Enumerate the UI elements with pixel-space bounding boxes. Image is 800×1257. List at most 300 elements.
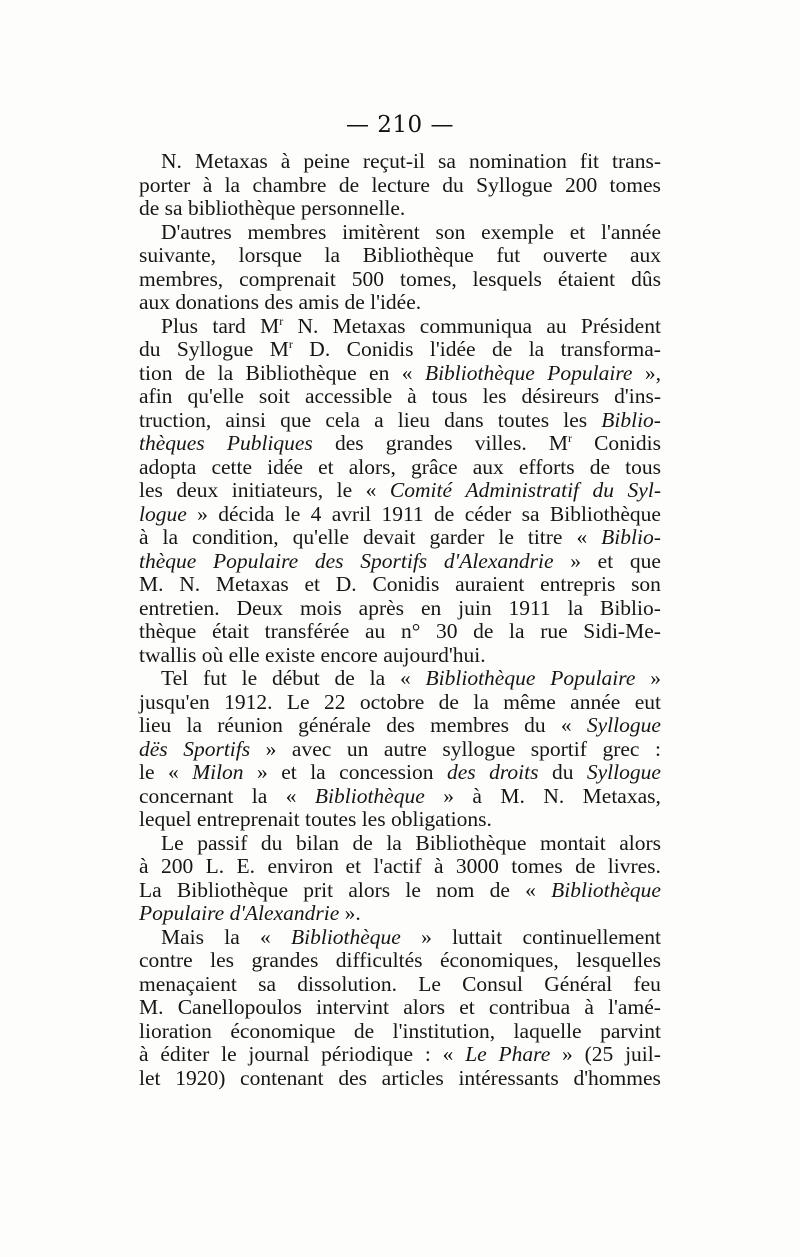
word: Le [465,1042,487,1066]
word: N. [543,783,565,808]
word: 22 [323,689,346,714]
word: entretien. [139,595,220,620]
word: entreprenait [196,807,300,831]
word: tomes [511,854,563,878]
word: générale [298,713,371,737]
word: octobre [359,689,425,714]
word: année [570,689,621,714]
word: de [344,290,365,314]
word: Sportifs [360,548,428,573]
word: M. [500,783,525,808]
text-line [139,550,661,574]
word: à [139,525,149,549]
word: Bibliothèque [176,877,288,902]
word: céder [464,501,512,526]
word: avril [331,501,372,526]
word: contribua [488,995,571,1019]
word: transforma- [560,337,661,361]
text-line [139,714,661,738]
word: sa [258,971,277,996]
word: du [442,172,464,197]
word: au [365,619,386,643]
word: » [265,736,277,761]
word: obligations. [390,807,492,831]
text-line [139,315,661,339]
word: aux [139,290,171,314]
word: lesquels [472,266,542,291]
word: feu [633,971,661,996]
word: qu'elle [292,525,349,549]
word: Metaxas [332,313,406,338]
word: eut [634,689,661,714]
word: tard [212,313,246,338]
word: l'idée [429,337,476,361]
word: truction, [139,407,212,432]
word: M. [139,995,164,1019]
word: « [525,877,536,902]
word: dans [444,407,484,432]
word: qu'elle [187,384,244,408]
word: du [551,760,574,784]
word: et [345,854,362,878]
word: la [162,525,179,549]
word: peine [303,149,350,173]
word: L. [205,854,225,878]
word: Sidi-Me- [583,619,661,643]
word: N. [161,149,182,173]
word: » [197,501,208,526]
word: alors, [348,454,396,479]
word: La [139,877,162,902]
word: contenant [240,1065,324,1090]
word: devait [362,525,416,549]
word: décida [218,501,275,526]
word: le [139,760,155,784]
word: thèques [139,431,205,455]
word: des [314,548,344,573]
word: avec [291,736,332,761]
word: à [472,783,482,808]
word: lorsque [238,243,302,267]
text-line [139,1043,661,1067]
word: trans- [612,149,661,173]
word: lioration [139,1018,212,1043]
word: journal [248,1042,310,1066]
text-line [139,973,661,997]
word: difficultés [335,948,423,972]
word: la [310,760,326,784]
word: en [420,595,442,620]
word: » [570,548,581,573]
text-line [139,573,661,597]
word: au [546,313,567,338]
text-line [139,197,661,221]
word: du [260,830,283,855]
word: » [443,783,454,808]
word: Metaxas, [582,783,661,808]
word: Bibliothèque [551,877,661,902]
word: Le [286,689,310,714]
word: Bibliothèque [425,666,536,690]
word: deux [176,478,219,502]
text-line [139,503,661,527]
word: Canellopoulos [177,995,302,1019]
text-line [139,221,661,245]
word: », [644,360,661,385]
text-line [139,456,661,480]
word: adopta [139,454,197,479]
word: et [281,760,297,784]
word: nomination [468,149,567,173]
word: sa [438,149,456,173]
text-line [139,832,661,856]
word: dûs [631,266,661,291]
word: sa [521,501,540,526]
word: et [459,995,475,1019]
word: que [629,548,661,573]
word: des [264,290,294,314]
word: accessible [304,384,393,408]
word: $M^r$ [260,313,284,338]
page-number: — 210 — [345,112,455,138]
word: 1912. [224,689,273,714]
text-line [139,1020,661,1044]
word: exemple [481,219,554,244]
word: réunion [217,713,283,737]
word: était [211,619,249,643]
word: E. [236,854,256,878]
word: du [592,478,615,502]
word: « [576,525,588,549]
word: existe [265,642,316,667]
word: Deux [236,595,284,620]
word: les [563,407,588,432]
word: n° [400,619,421,643]
word: » [650,666,661,690]
word: 200 [564,172,598,197]
word: elle [228,642,260,667]
word: lesquelles [576,948,661,972]
word: le [405,877,421,902]
word: « [560,713,572,737]
word: membres [430,713,509,737]
word: Conidis [372,572,440,596]
word: étaient [557,266,616,291]
word: soit [258,384,290,408]
word: la [224,924,240,949]
word: à [139,854,149,878]
word: aujourd'hui. [383,642,486,667]
word: la [509,619,525,643]
word: « [167,760,179,784]
text-line [139,926,661,950]
word: Sportifs [183,736,251,761]
word: aux [629,243,661,267]
word: fut [496,243,521,267]
word: Le [161,830,184,855]
word: Conidis [346,337,414,361]
word: syllogue [442,736,516,761]
word: le [284,501,301,526]
word: de [434,501,455,526]
word: fit [579,149,600,173]
word: grandes [385,431,453,455]
word: Bibliothèque [245,360,357,385]
word: ». [344,901,361,925]
word: concernant [139,783,234,808]
word: concession [339,760,434,784]
word: N. [297,313,319,338]
word: Tel [161,666,189,690]
word: Syllogue [476,172,553,197]
word: la [186,713,203,737]
word: condition, [192,525,279,549]
word: livres. [607,854,661,878]
word: lecture [371,172,430,197]
word: de [352,830,373,855]
word: Général [544,971,613,996]
word: d'Alexandrie [229,901,340,925]
word: idée [267,454,303,479]
word: continuellement [522,924,661,949]
word: tous [431,384,468,408]
word: Populaire [213,548,299,573]
word: Populaire [550,666,636,690]
word: le [221,1042,237,1066]
word: juil- [625,1042,661,1066]
word: périodique [321,1042,414,1066]
word: Milon [192,760,244,784]
text-line [139,996,661,1020]
word: du [524,713,546,737]
word: 500 [351,266,385,291]
word: lequel [139,807,192,831]
text-line [139,244,661,268]
word: le [336,478,353,502]
word: son [435,219,466,244]
word: en [369,360,390,385]
word: 4 [310,501,322,526]
word: $M^r$ [269,337,293,361]
word: afin [139,384,173,408]
word: menaçaient [139,971,237,996]
word: efforts [518,454,575,479]
word: 200 [160,854,194,878]
word: à [433,854,444,878]
word: ouverte [542,243,608,267]
word: la [473,689,489,714]
word: de [438,689,459,714]
word: la [369,666,386,690]
text-line [139,738,661,762]
word: articles [381,1065,444,1090]
text-line [139,761,661,785]
word: grandes [251,948,319,972]
word: Syllogue [586,713,661,737]
word: la [567,595,584,620]
text-line [139,1067,661,1091]
body-text [139,150,661,1090]
word: tomes, [399,266,457,291]
text-line [139,902,661,926]
text-line [139,362,661,386]
word: de [575,854,596,878]
word: Syl- [627,478,661,502]
word: membres, [139,266,224,291]
word: économiques, [439,948,559,972]
text-line [139,385,661,409]
word: et [304,572,321,596]
word: d'Alexandrie [443,548,554,573]
word: intéressants [458,1065,559,1090]
word: de [489,877,510,902]
text-line [139,785,661,809]
word: l'actif [373,854,422,878]
word: Publiques [226,431,313,455]
text-line [139,644,661,668]
word: 1911 [508,595,551,620]
word: après [358,595,405,620]
word: de [139,196,160,220]
word: Le [418,971,441,996]
word: Bibliothèque [290,924,401,949]
word: lieu [397,407,431,432]
word: fut [202,666,227,690]
word: la [386,830,402,855]
word: les [210,948,235,972]
word: garder [429,525,485,549]
word: des [386,713,415,737]
text-line [139,949,661,973]
word: twallis [139,642,197,667]
word: Metaxas [194,149,268,173]
word: D'autres [161,219,232,244]
word: l'amé- [608,995,661,1019]
word: de [184,360,206,385]
word: chambre [252,172,327,197]
word: toutes [304,807,357,831]
word: début [271,666,320,690]
word: luttait [452,924,503,949]
word: intervint [316,995,389,1019]
word: Comité [389,478,453,502]
word: tomes [609,172,661,197]
word: Bibliothèque [549,501,661,526]
text-line [139,691,661,715]
word: tous [625,454,661,479]
word: le [498,525,514,549]
word: de [589,454,611,479]
word: toutes [497,407,550,432]
word: Populaire [139,901,225,925]
text-line [139,855,661,879]
word: Biblio- [599,595,661,620]
word: : [424,1042,431,1066]
word: membres [247,219,327,244]
word: ainsi [225,407,266,432]
word: alors [619,830,661,855]
word: » [257,760,268,784]
text-line [139,174,661,198]
word: juin [458,595,492,620]
word: « [285,783,297,808]
word: alors [348,877,391,902]
word: des [446,760,476,784]
word: mois [299,595,342,620]
word: sa [164,196,183,220]
word: bilan [295,830,339,855]
word: porter [139,172,191,197]
word: parvint [600,1018,661,1043]
word: communiqua [419,313,533,338]
word: initiateurs, [231,478,324,502]
word: dës [139,736,168,761]
word: la [224,172,241,197]
word: Phare [498,1042,551,1066]
word: Administratif [465,478,580,502]
word: Biblio- [601,525,661,549]
word: Consul [462,971,524,996]
word: aux [472,454,504,479]
word: la [324,243,341,267]
word: les [361,807,386,831]
word: grec [602,736,640,761]
word: thèque [139,548,197,573]
word: où [201,642,224,667]
word: rue [540,619,568,643]
word: let [139,1065,161,1090]
word: D. [335,572,357,596]
word: économique [230,1018,336,1043]
word: (25 [584,1042,614,1066]
word: » [562,1042,573,1066]
word: l'institution, [392,1018,496,1043]
word: à [202,172,213,197]
word: à [280,149,291,173]
word: Conidis [594,431,661,455]
word: grâce [411,454,458,479]
word: du [139,337,161,361]
text-line [139,409,661,433]
word: désireurs [521,384,600,408]
word: de [353,1018,375,1043]
word: comprenait [239,266,336,291]
word: cette [211,454,253,479]
text-line [139,479,661,503]
word: 30 [435,619,458,643]
word: de [473,619,494,643]
word: des [334,431,364,455]
word: d'ins- [614,384,661,408]
word: la [251,783,268,808]
word: Metaxas [215,572,289,596]
word: son [631,572,661,596]
word: nom [436,877,475,902]
word: la [217,360,234,385]
word: de [338,172,360,197]
word: 3000 [455,854,499,878]
word: prit [303,877,334,902]
word: à [139,1042,149,1066]
word: imitèrent [342,219,420,244]
word: : [654,736,661,761]
text-line [139,667,661,691]
text-line [139,338,661,362]
word: « [442,1042,454,1066]
word: suivante, [139,243,217,267]
word: d'hommes [573,1065,661,1090]
word: de [491,337,513,361]
